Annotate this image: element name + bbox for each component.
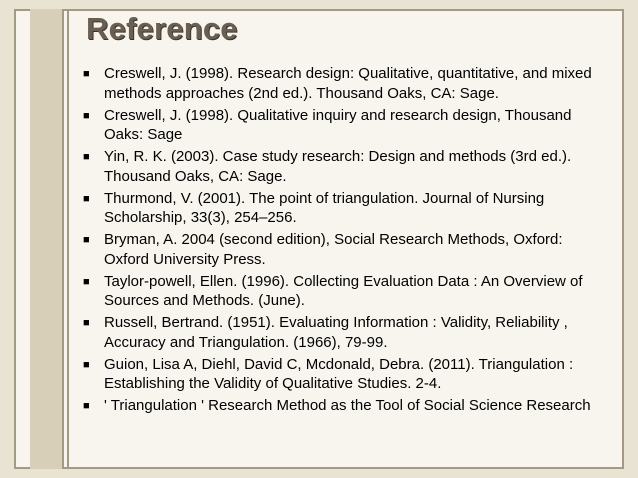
reference-text: ' Triangulation ' Research Method as the Tool of Social Science Research	[104, 397, 591, 414]
reference-text: Bryman, A. 2004 (second edition), Social Research Methods, Oxford: Oxford University Press.	[104, 231, 563, 268]
list-item	[83, 106, 603, 145]
reference-text: Creswell, J. (1998). Qualitative inquiry and research design, Thousand Oaks: Sage	[104, 106, 572, 143]
bullet-icon: ■	[83, 400, 90, 412]
decorative-divider	[67, 9, 69, 469]
bullet-icon: ■	[83, 275, 90, 288]
bullet-icon: ■	[83, 151, 90, 163]
reference-text: Guion, Lisa A, Diehl, David C, Mcdonald, Debra. (2011). Triangulation : Establishing the Validity of Qualitative Studies. 2-4.	[104, 355, 574, 392]
reference-text: Thurmond, V. (2001). The point of triangulation. Journal of Nursing Scholarship, 33(3), 254–256.	[104, 189, 545, 226]
list-item	[83, 147, 603, 186]
reference-list	[83, 64, 603, 418]
bullet-icon: ■	[83, 317, 90, 329]
reference-text: Russell, Bertrand. (1951). Evaluating Information : Validity, Reliability , Accuracy and Triangulation. (1966), 79-99.	[104, 314, 568, 351]
list-item	[83, 230, 603, 269]
slide-title: Reference	[86, 11, 238, 46]
list-item	[83, 396, 603, 416]
bullet-icon: ■	[83, 234, 90, 246]
reference-text: Taylor-powell, Ellen. (1996). Collecting Evaluation Data : An Overview of Sources and Methods. (June).	[104, 272, 583, 309]
decorative-side-bar	[30, 9, 64, 469]
bullet-icon: ■	[83, 68, 90, 80]
list-item	[83, 355, 603, 394]
bullet-icon: ■	[83, 358, 90, 371]
list-item	[83, 272, 603, 311]
list-item	[83, 313, 603, 352]
bullet-icon: ■	[83, 192, 90, 205]
reference-text: Yin, R. K. (2003). Case study research: Design and methods (3rd ed.). Thousand Oaks, CA: Sage.	[104, 148, 572, 185]
bullet-icon: ■	[83, 109, 90, 122]
list-item	[83, 189, 603, 228]
list-item	[83, 64, 603, 103]
reference-text: Creswell, J. (1998). Research design: Qualitative, quantitative, and mixed methods approaches (2nd ed.). Thousand Oaks, CA: Sage.	[104, 65, 592, 102]
